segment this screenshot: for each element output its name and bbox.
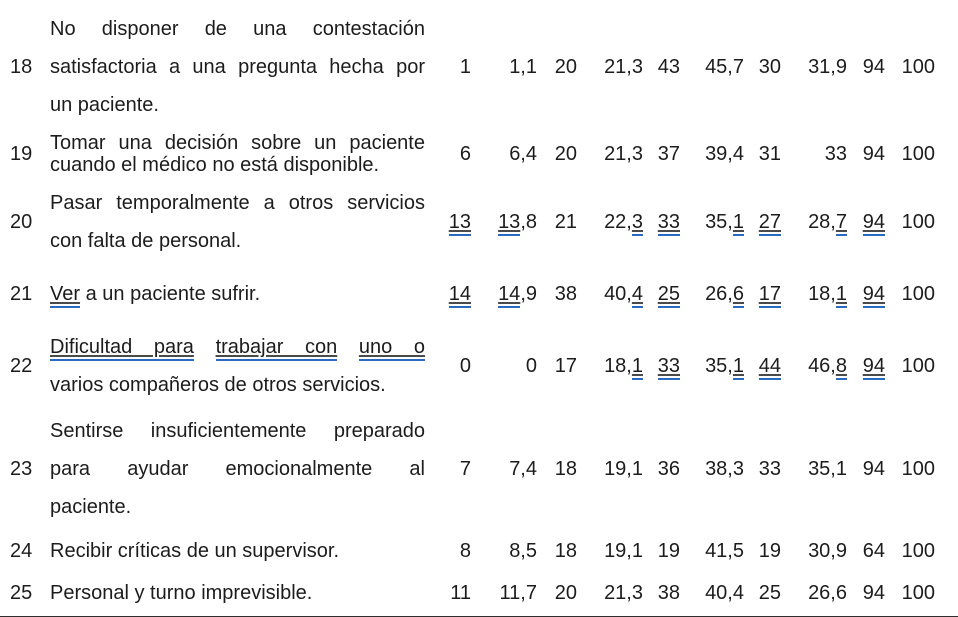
value-cell: 94 — [862, 457, 885, 480]
value-cell: 21,3 — [604, 55, 643, 78]
table-row-item-21 — [0, 264, 958, 324]
value-cell: 7,4 — [509, 457, 537, 480]
value-cell: 100 — [901, 142, 935, 165]
item-number: 19 — [10, 142, 33, 165]
value-cell: 100 — [901, 539, 935, 562]
description-line — [50, 328, 425, 366]
value-cell: 43 — [657, 55, 680, 78]
value-cell: 33 — [824, 142, 847, 165]
value-cell: 22,3 — [577, 180, 643, 264]
grammar-underline: 1 — [733, 211, 744, 236]
value-cell: 1 — [459, 55, 471, 78]
value-cell: 36 — [657, 457, 680, 480]
description-line: cuando el médico no está disponible. — [50, 154, 380, 176]
description-line: Tomar una decisión sobre un paciente — [50, 132, 425, 154]
value-cell: 14,9 — [471, 264, 537, 324]
item-description — [42, 128, 431, 180]
description-line: para ayudar emocionalmente al — [50, 458, 425, 480]
grammar-underline: 44 — [759, 355, 781, 380]
item-number: 20 — [10, 210, 33, 233]
value-cell: 31 — [758, 142, 781, 165]
value-cell: 94 — [862, 581, 885, 604]
grammar-underline: trabajar con — [216, 336, 338, 361]
grammar-underline: 13 — [498, 211, 520, 236]
grammar-underline: 14 — [498, 283, 520, 308]
value-cell: 94 — [862, 55, 885, 78]
value-cell: 40,4 — [577, 264, 643, 324]
value-cell: 19,1 — [604, 539, 643, 562]
table-row-item-18 — [0, 6, 958, 128]
value-cell: 6 — [459, 142, 471, 165]
grammar-underline: 1 — [733, 355, 744, 380]
value-cell: 39,4 — [705, 142, 744, 165]
table-row-item-22 — [0, 324, 958, 408]
description-line: Ver a un paciente sufrir. — [50, 275, 425, 313]
value-cell: 100 — [901, 210, 935, 233]
table-row-item-20 — [0, 180, 958, 264]
value-cell: 11,7 — [499, 581, 537, 604]
description-line: satisfactoria a una pregunta hecha por — [50, 56, 425, 78]
value-cell: 13,8 — [471, 180, 537, 264]
value-cell — [431, 180, 471, 264]
value-cell: 46,8 — [781, 324, 847, 408]
description-line: varios compañeros de otros servicios. — [50, 374, 386, 396]
grammar-underline: 25 — [658, 283, 680, 308]
value-cell: 21,3 — [604, 142, 643, 165]
item-number: 21 — [10, 282, 33, 305]
grammar-underline: 17 — [759, 283, 781, 308]
value-cell: 0 — [459, 354, 471, 377]
value-cell: 38,3 — [705, 457, 744, 480]
value-cell: 26,6 — [808, 581, 847, 604]
grammar-underline: Ver — [50, 283, 80, 308]
value-cell: 35,1 — [680, 180, 744, 264]
value-cell: 100 — [901, 55, 935, 78]
value-cell: 8 — [459, 539, 471, 562]
table-row-item-23 — [0, 408, 958, 530]
item-description — [42, 530, 431, 572]
item-description — [42, 408, 431, 530]
value-cell: 1,1 — [509, 55, 537, 78]
value-cell — [643, 180, 680, 264]
item-number: 25 — [10, 581, 33, 604]
description-line: No disponer de una contestación — [50, 18, 425, 40]
value-cell: 100 — [901, 457, 935, 480]
value-cell: 26,6 — [680, 264, 744, 324]
grammar-underline: 14 — [449, 283, 471, 308]
value-cell: 21 — [554, 210, 577, 233]
description-line: Recibir críticas de un supervisor. — [50, 540, 340, 562]
value-cell: 40,4 — [705, 581, 744, 604]
grammar-underline: 1 — [836, 283, 847, 308]
value-cell: 20 — [554, 142, 577, 165]
value-cell — [643, 324, 680, 408]
grammar-underline: 27 — [759, 211, 781, 236]
grammar-underline: 4 — [632, 283, 643, 308]
value-cell: 28,7 — [781, 180, 847, 264]
value-cell: 0 — [525, 354, 537, 377]
grammar-underline: Dificultad para — [50, 336, 194, 361]
description-line: Personal y turno imprevisible. — [50, 582, 313, 604]
description-line: paciente. — [50, 496, 132, 518]
value-cell: 18 — [554, 539, 577, 562]
item-description — [42, 324, 431, 408]
value-cell: 30 — [758, 55, 781, 78]
table-row-item-19 — [0, 128, 958, 180]
value-cell: 17 — [554, 354, 577, 377]
value-cell: 100 — [901, 282, 935, 305]
value-cell — [847, 324, 885, 408]
item-description — [42, 6, 431, 128]
item-description — [42, 572, 431, 614]
value-cell: 100 — [901, 581, 935, 604]
value-cell — [847, 264, 885, 324]
table-row-item-24 — [0, 530, 958, 572]
value-cell: 100 — [901, 354, 935, 377]
value-cell — [643, 264, 680, 324]
item-description — [42, 180, 431, 264]
table-body — [0, 6, 958, 614]
grammar-underline: 94 — [863, 211, 885, 236]
value-cell — [847, 180, 885, 264]
description-line: Pasar temporalmente a otros servicios — [50, 192, 425, 214]
item-number: 24 — [10, 539, 33, 562]
value-cell: 19,1 — [604, 457, 643, 480]
description-line: un paciente. — [50, 94, 159, 116]
grammar-underline: 94 — [863, 355, 885, 380]
item-number: 18 — [10, 55, 33, 78]
value-cell: 19 — [657, 539, 680, 562]
grammar-underline: 1 — [632, 355, 643, 380]
grammar-underline: 6 — [733, 283, 744, 308]
grammar-underline: 13 — [449, 211, 471, 236]
value-cell: 21,3 — [604, 581, 643, 604]
description-line: Sentirse insuficientemente preparado — [50, 420, 425, 442]
grammar-underline: 8 — [836, 355, 847, 380]
value-cell: 19 — [758, 539, 781, 562]
value-cell: 7 — [459, 457, 471, 480]
value-cell: 18,1 — [781, 264, 847, 324]
value-cell: 45,7 — [705, 55, 744, 78]
value-cell: 18,1 — [577, 324, 643, 408]
value-cell — [744, 180, 781, 264]
value-cell — [744, 264, 781, 324]
value-cell — [744, 324, 781, 408]
value-cell — [431, 264, 471, 324]
value-cell: 31,9 — [808, 55, 847, 78]
value-cell: 6,4 — [509, 142, 537, 165]
value-cell: 11 — [450, 581, 471, 604]
value-cell: 41,5 — [705, 539, 744, 562]
item-number: 22 — [10, 354, 33, 377]
grammar-underline: 3 — [632, 211, 643, 236]
value-cell: 35,1 — [808, 457, 847, 480]
value-cell: 64 — [862, 539, 885, 562]
value-cell: 38 — [657, 581, 680, 604]
value-cell: 35,1 — [680, 324, 744, 408]
value-cell: 8,5 — [509, 539, 537, 562]
grammar-underline: 7 — [836, 211, 847, 236]
value-cell: 20 — [554, 55, 577, 78]
value-cell: 94 — [862, 142, 885, 165]
grammar-underline: 94 — [863, 283, 885, 308]
grammar-underline: 33 — [658, 355, 680, 380]
grammar-underline: 33 — [658, 211, 680, 236]
value-cell: 37 — [657, 142, 680, 165]
value-cell: 18 — [554, 457, 577, 480]
table-row-item-25 — [0, 572, 958, 614]
item-number: 23 — [10, 457, 33, 480]
value-cell: 30,9 — [808, 539, 847, 562]
value-cell: 25 — [758, 581, 781, 604]
value-cell: 20 — [554, 581, 577, 604]
value-cell: 33 — [758, 457, 781, 480]
description-line: con falta de personal. — [50, 230, 242, 252]
value-cell: 38 — [554, 282, 577, 305]
item-description — [42, 264, 431, 324]
grammar-underline: uno o — [359, 336, 425, 361]
stress-items-table — [0, 6, 958, 614]
